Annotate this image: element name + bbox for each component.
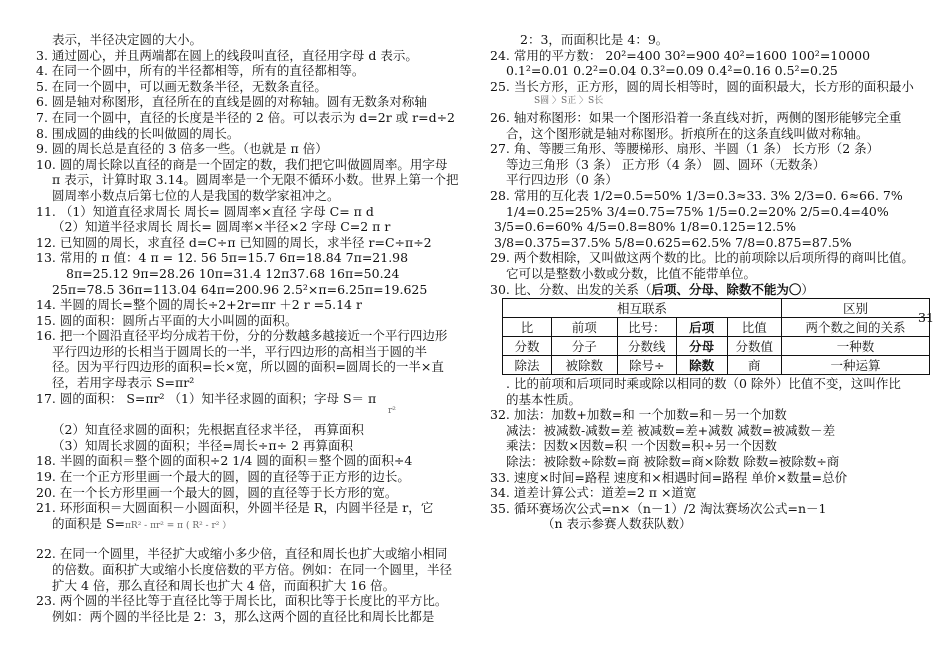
item-13: 13. 常用的 π 值：4 π = 12. 56 5π=15.7 6π=18.84 7π=21.98: [36, 250, 409, 266]
table-row: [503, 318, 930, 337]
item-29: 29. 两个数相除，又叫做这两个数的比。比的前项除以后项所得的商叫比值。: [490, 250, 914, 266]
text-fragment: 的面积是 S=: [52, 515, 126, 531]
emphasis-text: 后项、分母、除数不能为〇: [651, 281, 802, 297]
text-line: 平行四边形的长相当于圆周长的一半，平行四边形的高相当于圆的半: [52, 343, 428, 359]
text-line: （3）知周长求圆的面积；半径=周长÷π÷ 2 再算面积: [52, 437, 353, 453]
table-cell: 前项: [551, 318, 617, 337]
text-line: 8π=25.12 9π=28.26 10π=31.4 12π37.68 16π=50.24: [66, 265, 400, 281]
text-line: 等边三角形（3 条） 正方形（4 条） 圆、圆环（无数条）: [506, 156, 826, 172]
item-31-text: . 比的前项和后项同时乘或除以相同的数（0 除外）比值不变，这叫作比: [506, 376, 901, 392]
item-21: 21. 环形面积＝大圆面积－小圆面积，外圆半径是 R，内圆半径是 r，它: [36, 500, 434, 516]
text-line: 减法：被减数-减数=差 被减数=差+减数 减数=被减数－差: [506, 422, 836, 438]
text-line: 径。因为平行四边形的面积=长×宽，所以圆的面积=圆周长的一半×直: [52, 359, 444, 375]
item-5: 5. 在同一个圆中，可以画无数条半径，无数条直径。: [36, 78, 327, 94]
table-cell: 比号：: [617, 318, 676, 337]
text-line: 例如：两个圆的半径比是 2：3，那么这两个圆的直径比和周长比都是: [52, 608, 435, 624]
table-cell: 被除数: [551, 356, 617, 375]
item-24: 24. 常用的平方数： 20²=400 30²=900 40²=1600 100²=10000: [490, 47, 871, 63]
item-34: 34. 道差计算公式：道差=2 π ×道宽: [490, 485, 697, 501]
item-28: 28. 常用的互化表 1/2=0.5=50% 1/3=0.3≈33. 3% 2/3=0. 6≈66. 7%: [490, 187, 903, 203]
item-27: 27. 角、等腰三角形、等腰梯形、扇形、半圆（1 条） 长方形（2 条）: [490, 141, 880, 157]
text-line: 除法：被除数÷除数=商 被除数=商×除数 除数=被除数÷商: [506, 454, 840, 470]
right-column: [490, 32, 930, 532]
table-cell: 一种运算: [782, 356, 930, 375]
item-35: 35. 循环赛场次公式=n×（n－1）/2 淘汰赛场次公式=n－1: [490, 500, 827, 516]
text-line: 的基本性质。: [506, 391, 582, 407]
table-cell: 分数: [503, 337, 552, 356]
text-line: 径，若用字母表示 S=πr²: [52, 375, 195, 391]
item-17: 17. 圆的面积： S=πr² （1）知半径求圆的面积；字母 S＝ π: [36, 390, 377, 406]
table-cell: 除法: [503, 356, 552, 375]
text-line: [36, 516, 476, 535]
item-11: 11. （1）知道直径求周长 周长= 圆周率×直径 字母 C= π d: [36, 203, 374, 219]
table-row: [503, 337, 930, 356]
item-12: 12. 已知圆的周长，求直径 d=C÷π 已知圆的周长，求半径 r=C÷π÷2: [36, 234, 432, 250]
table-cell: 分母: [676, 337, 727, 356]
item-3: 3. 通过圆心，并且两端都在圆上的线段叫直径，直径用字母 d 表示。: [36, 47, 418, 63]
area-comparison: S圆 〉S正 〉S长: [534, 96, 604, 107]
relation-table: [502, 298, 930, 375]
item-30: [490, 282, 930, 298]
table-cell: 分数值: [727, 337, 782, 356]
item-4: 4. 在同一个圆中，所有的半径都相等，所有的直径都相等。: [36, 63, 365, 79]
table-cell: 后项: [676, 318, 727, 337]
table-cell: 一种数: [782, 337, 930, 356]
left-column: [36, 32, 476, 624]
table-cell: 除号÷: [617, 356, 676, 375]
text-line: 平行四边形（0 条）: [506, 172, 618, 188]
item-7: 7. 在同一个圆中，直径的长度是半径的 2 倍。可以表示为 d=2r 或 r=d÷2: [36, 109, 456, 125]
formula-fragment: πR² - πr² = π ( R² - r² ）: [125, 520, 232, 531]
table-cell: 两个数之间的关系: [782, 318, 930, 337]
text-line: 合，这个图形就是轴对称图形。折痕所在的这条直线叫做对称轴。: [506, 125, 869, 141]
table-cell: 除数: [676, 356, 727, 375]
text-fragment: 30. 比、分数、出发的关系（: [490, 281, 652, 297]
text-line: 25π=78.5 36π=113.04 64π=200.96 2.5²×π=6.25π=19.625: [52, 281, 428, 297]
text-line: 0.1²=0.01 0.2²=0.04 0.3²=0.09 0.4²=0.16 0.5²=0.25: [506, 63, 838, 79]
text-line: 表示，半径决定圆的大小。: [52, 32, 203, 47]
item-15: 15. 圆的面积：圆所占平面的大小叫圆的面积。: [36, 312, 298, 328]
item-14: 14. 半圆的周长=整个圆的周长÷2+2r=πr ＋2 r =5.14 r: [36, 297, 362, 313]
text-line: 1/4=0.25=25% 3/4=0.75=75% 1/5=0.2=20% 2/5=0.4=40%: [506, 203, 889, 219]
table-cell: 分数线: [617, 337, 676, 356]
item-10: 10. 圆的周长除以直径的商是一个固定的数，我们把它叫做圆周率。用字母: [36, 156, 448, 172]
item-26: 26. 轴对称图形：如果一个图形沿着一条直线对折，两侧的图形能够完全重: [490, 109, 902, 125]
text-line: 它可以是整数小数或分数，比值不能带单位。: [506, 265, 757, 281]
table-cell: 商: [727, 356, 782, 375]
text-line: （2）知道半径求周长 周长= 圆周率×半径×2 字母 C=2 π r: [52, 219, 391, 235]
item-16: 16. 把一个圆沿直径平均分成若干份，分的分数越多越接近一个平行四边形: [36, 328, 448, 344]
text-line: 2：3，而面积比是 4：9。: [520, 32, 669, 47]
text-line: 的倍数。面积扩大或缩小长度倍数的平方倍。例如：在同一个圆里，半径: [52, 562, 453, 577]
text-line: （n 表示参赛人数获队数）: [542, 516, 692, 532]
item-22: 22. 在同一个圆里，半径扩大或缩小多少倍，直径和周长也扩大或缩小相同: [36, 546, 448, 562]
formula-fragment: r²: [388, 406, 396, 417]
item-32: 32. 加法：加数+加数=和 一个加数=和－另一个加数: [490, 407, 787, 423]
item-number-31: 31: [918, 310, 934, 325]
table-cell: 比: [503, 318, 552, 337]
item-23: 23. 两个圆的半径比等于直径比等于周长比，面积比等于长度比的平方比。: [36, 593, 448, 609]
table-header-row: [503, 299, 930, 318]
table-row: [503, 356, 930, 375]
table-cell: 比值: [727, 318, 782, 337]
text-line: 圆周率小数点后第七位的人是我国的数学家祖冲之。: [52, 187, 340, 203]
item-9: 9. 圆的周长总是直径的 3 倍多一些。（也就是 π 倍）: [36, 141, 328, 157]
item-33: 33. 速度×时间=路程 速度和×相遇时间=路程 单价×数量=总价: [490, 469, 848, 485]
item-8: 8. 围成圆的曲线的长叫做圆的周长。: [36, 125, 240, 141]
table-cell: 分子: [551, 337, 617, 356]
item-18: 18. 半圆的面积＝整个圆的面积÷2 1/4 圆的面积＝整个圆的面积÷4: [36, 453, 413, 469]
item-20: 20. 在一个长方形里画一个最大的圆，圆的直径等于长方形的宽。: [36, 484, 398, 500]
text-line: π 表示，计算时取 3.14。圆周率是一个无限不循环小数。世界上第一个把: [52, 172, 459, 188]
item-25: 25. 当长方形，正方形，圆的周长相等时，圆的面积最大，长方形的面积最小: [490, 78, 914, 94]
item-6: 6. 圆是轴对称图形，直径所在的直线是圆的对称轴。圆有无数条对称轴: [36, 94, 427, 110]
text-fragment: ）: [801, 281, 814, 297]
text-line: （2）知直径求圆的面积；先根据直径求半径， 再算面积: [52, 422, 364, 438]
text-line: 扩大 4 倍，那么直径和周长也扩大 4 倍，而面积扩大 16 倍。: [52, 577, 396, 593]
table-header-cell: 相互联系: [503, 299, 782, 318]
text-line: 3/8=0.375=37.5% 5/8=0.625=62.5% 7/8=0.875=87.5%: [494, 234, 852, 250]
table-header-cell: 区别: [782, 299, 930, 318]
text-line: 乘法：因数×因数=积 一个因数=积÷另一个因数: [506, 438, 777, 454]
text-line: 3/5=0.6=60% 4/5=0.8=80% 1/8=0.125=12.5%: [494, 219, 796, 235]
item-19: 19. 在一个正方形里画一个最大的圆，圆的直径等于正方形的边长。: [36, 469, 410, 485]
